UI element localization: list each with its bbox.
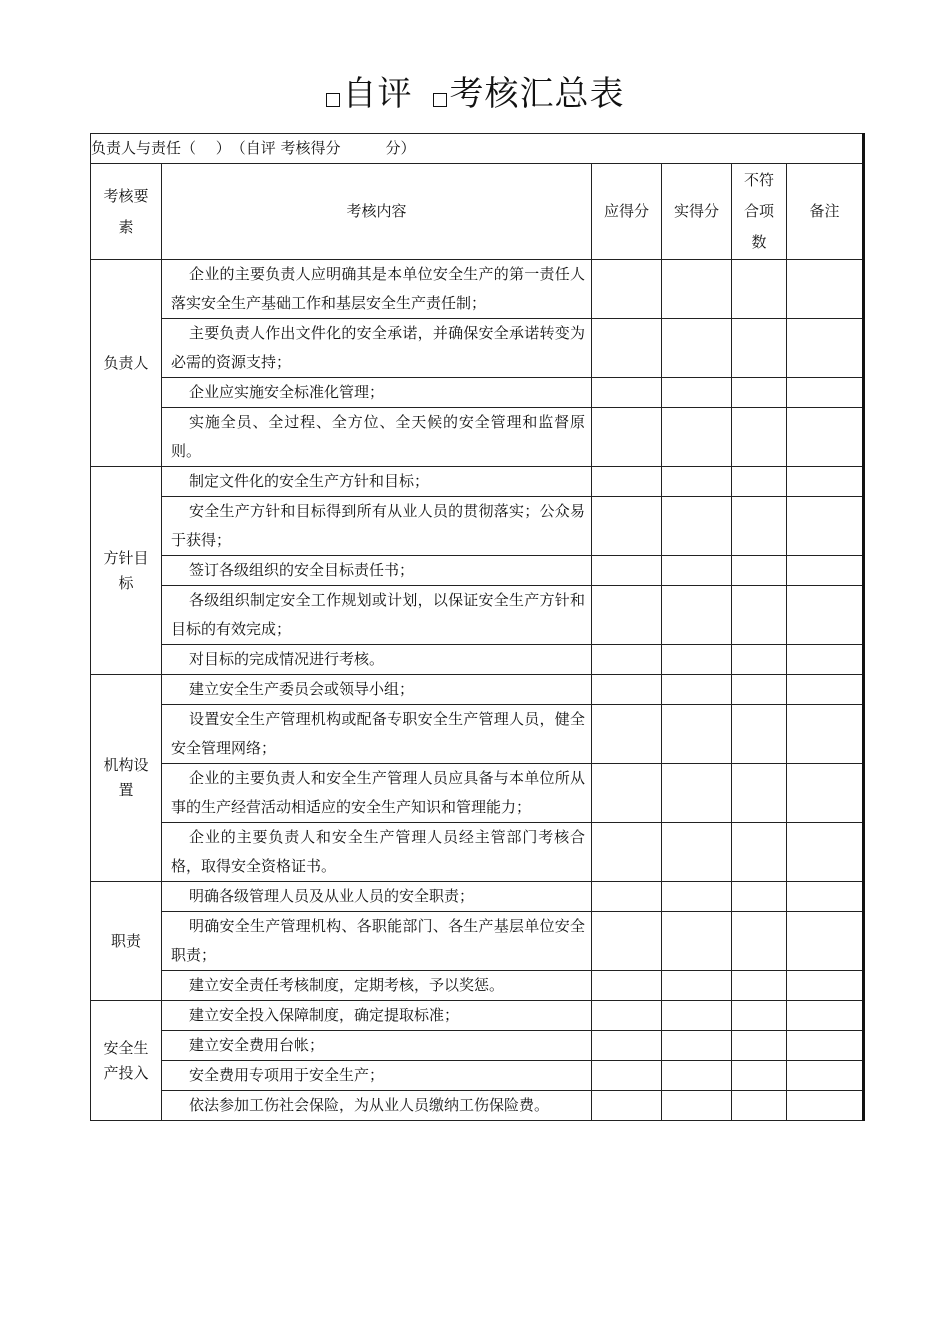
table-row — [91, 1001, 864, 1031]
table-row — [91, 1091, 864, 1121]
assessment-item-text: 对目标的完成情况进行考核。 — [189, 650, 385, 668]
due-score-cell[interactable] — [592, 912, 662, 971]
actual-score-cell[interactable] — [662, 467, 732, 497]
actual-score-cell[interactable] — [662, 1091, 732, 1121]
table-row — [91, 260, 864, 319]
table-row — [91, 319, 864, 378]
actual-score-cell[interactable] — [662, 882, 732, 912]
assessment-item — [162, 764, 592, 823]
remark-cell[interactable] — [787, 319, 864, 378]
table-row — [91, 408, 864, 467]
nonconform-cell[interactable] — [732, 1001, 787, 1031]
due-score-cell[interactable] — [592, 764, 662, 823]
actual-score-cell[interactable] — [662, 319, 732, 378]
self-eval-checkbox[interactable] — [326, 93, 340, 107]
nonconform-cell[interactable] — [732, 705, 787, 764]
actual-score-cell[interactable] — [662, 675, 732, 705]
table-row — [91, 645, 864, 675]
nonconform-cell[interactable] — [732, 260, 787, 319]
header-remark: 备注 — [787, 164, 864, 260]
remark-cell[interactable] — [787, 823, 864, 882]
table-row — [91, 912, 864, 971]
page-title — [0, 70, 950, 118]
table-row — [91, 705, 864, 764]
remark-cell[interactable] — [787, 1001, 864, 1031]
actual-score-cell[interactable] — [662, 497, 732, 556]
nonconform-cell[interactable] — [732, 319, 787, 378]
assessment-item-text: 建立安全费用台帐； — [189, 1036, 325, 1054]
assessment-item — [162, 260, 592, 319]
assessment-item-text: 企业的主要负责人应明确其是本单位安全生产的第一责任人 落实安全生产基础工作和基层安全生产责任制； — [171, 265, 585, 312]
nonconform-cell[interactable] — [732, 467, 787, 497]
nonconform-cell[interactable] — [732, 408, 787, 467]
assessment-summary-table — [90, 133, 865, 1121]
table-row — [91, 823, 864, 882]
nonconform-cell[interactable] — [732, 912, 787, 971]
nonconform-cell[interactable] — [732, 556, 787, 586]
remark-cell[interactable] — [787, 705, 864, 764]
due-score-cell[interactable] — [592, 823, 662, 882]
responsible-row — [91, 134, 864, 164]
title-main: 考核汇总表 — [449, 74, 625, 114]
actual-score-cell[interactable] — [662, 260, 732, 319]
header-nonconform: 不符合项数 — [732, 164, 787, 260]
due-score-cell[interactable] — [592, 1001, 662, 1031]
table-row — [91, 971, 864, 1001]
nonconform-cell[interactable] — [732, 1061, 787, 1091]
assessment-item — [162, 497, 592, 556]
nonconform-cell[interactable] — [732, 882, 787, 912]
due-score-cell[interactable] — [592, 586, 662, 645]
nonconform-cell[interactable] — [732, 764, 787, 823]
actual-score-cell[interactable] — [662, 556, 732, 586]
assessment-item-text: 企业的主要负责人和安全生产管理人员经主管部门考核合格，取得安全资格证书。 — [171, 828, 585, 875]
header-element: 考核要素 — [91, 164, 162, 260]
actual-score-cell[interactable] — [662, 645, 732, 675]
due-score-cell[interactable] — [592, 378, 662, 408]
actual-score-cell[interactable] — [662, 971, 732, 1001]
assessment-checkbox[interactable] — [433, 93, 447, 107]
table-row — [91, 586, 864, 645]
assessment-item — [162, 705, 592, 764]
assessment-item — [162, 1091, 592, 1121]
remark-cell[interactable] — [787, 882, 864, 912]
table-row — [91, 1061, 864, 1091]
assessment-item-text: 安全费用专项用于安全生产； — [189, 1066, 385, 1084]
assessment-item-text: 依法参加工伤社会保险，为从业人员缴纳工伤保险费。 — [189, 1096, 550, 1114]
assessment-item — [162, 882, 592, 912]
header-row — [91, 164, 864, 260]
header-due-score: 应得分 — [592, 164, 662, 260]
actual-score-cell[interactable] — [662, 912, 732, 971]
table-row — [91, 497, 864, 556]
remark-cell[interactable] — [787, 260, 864, 319]
actual-score-cell[interactable] — [662, 586, 732, 645]
due-score-cell[interactable] — [592, 675, 662, 705]
remark-cell[interactable] — [787, 586, 864, 645]
remark-cell[interactable] — [787, 1091, 864, 1121]
remark-cell[interactable] — [787, 497, 864, 556]
assessment-item — [162, 408, 592, 467]
table-row — [91, 378, 864, 408]
due-score-cell[interactable] — [592, 971, 662, 1001]
assessment-item — [162, 1031, 592, 1061]
assessment-item — [162, 645, 592, 675]
assessment-item-text: 建立安全责任考核制度，定期考核，予以奖惩。 — [189, 976, 505, 994]
due-score-cell[interactable] — [592, 705, 662, 764]
assessment-item-text: 各级组织制定安全工作规划或计划，以保证安全生产方针和目标的有效完成； — [171, 591, 585, 638]
assessment-item-text: 建立安全投入保障制度，确定提取标准； — [189, 1006, 460, 1024]
actual-score-cell[interactable] — [662, 1001, 732, 1031]
assessment-item-text: 设置安全生产管理机构或配备专职安全生产管理人员，健全安全管理网络； — [171, 710, 585, 757]
table-row — [91, 764, 864, 823]
nonconform-cell[interactable] — [732, 1031, 787, 1061]
assessment-item — [162, 912, 592, 971]
due-score-cell[interactable] — [592, 882, 662, 912]
assessment-item — [162, 556, 592, 586]
due-score-cell[interactable] — [592, 645, 662, 675]
remark-cell[interactable] — [787, 912, 864, 971]
table-row — [91, 467, 864, 497]
remark-cell[interactable] — [787, 1061, 864, 1091]
section-element: 职责 — [91, 882, 162, 1001]
nonconform-cell[interactable] — [732, 971, 787, 1001]
remark-cell[interactable] — [787, 556, 864, 586]
assessment-item — [162, 1001, 592, 1031]
nonconform-cell[interactable] — [732, 497, 787, 556]
assessment-item — [162, 586, 592, 645]
actual-score-cell[interactable] — [662, 823, 732, 882]
assessment-item-text: 企业的主要负责人和安全生产管理人员应具备与本单位所从事的生产经营活动相适应的安全生产知识和管理能力； — [171, 769, 585, 816]
assessment-item — [162, 823, 592, 882]
remark-cell[interactable] — [787, 764, 864, 823]
actual-score-cell[interactable] — [662, 378, 732, 408]
remark-cell[interactable] — [787, 378, 864, 408]
due-score-cell[interactable] — [592, 408, 662, 467]
actual-score-cell[interactable] — [662, 705, 732, 764]
section-element: 机构设置 — [91, 675, 162, 882]
due-score-cell[interactable] — [592, 1031, 662, 1061]
header-actual-score: 实得分 — [662, 164, 732, 260]
actual-score-cell[interactable] — [662, 1061, 732, 1091]
assessment-item-text: 主要负责人作出文件化的安全承诺，并确保安全承诺转变为必需的资源支持； — [171, 324, 585, 371]
actual-score-cell[interactable] — [662, 408, 732, 467]
due-score-cell[interactable] — [592, 467, 662, 497]
assessment-item-text: 明确安全生产管理机构、各职能部门、各生产基层单位安全职责； — [171, 917, 585, 964]
assessment-item-text: 建立安全生产委员会或领导小组； — [189, 680, 415, 698]
assessment-item — [162, 319, 592, 378]
remark-cell[interactable] — [787, 408, 864, 467]
nonconform-cell[interactable] — [732, 378, 787, 408]
due-score-cell[interactable] — [592, 1061, 662, 1091]
table-row — [91, 675, 864, 705]
assessment-item — [162, 971, 592, 1001]
assessment-item-text: 实施全员、全过程、全方位、全天候的安全管理和监督原则。 — [171, 413, 585, 460]
due-score-cell[interactable] — [592, 1091, 662, 1121]
actual-score-cell[interactable] — [662, 1031, 732, 1061]
assessment-item-text: 制定文件化的安全生产方针和目标； — [189, 472, 430, 490]
remark-cell[interactable] — [787, 675, 864, 705]
nonconform-cell[interactable] — [732, 1091, 787, 1121]
due-score-cell[interactable] — [592, 556, 662, 586]
header-content: 考核内容 — [162, 164, 592, 260]
nonconform-cell[interactable] — [732, 675, 787, 705]
assessment-item-text: 签订各级组织的安全目标责任书； — [189, 561, 415, 579]
remark-cell[interactable] — [787, 1031, 864, 1061]
due-score-cell[interactable] — [592, 260, 662, 319]
assessment-item — [162, 1061, 592, 1091]
assessment-item — [162, 378, 592, 408]
title-option-self-eval: 自评 — [342, 74, 413, 114]
section-element: 安全生产投入 — [91, 1001, 162, 1121]
remark-cell[interactable] — [787, 645, 864, 675]
responsible-line: 负责人与责任（ ） （自评 考核得分 分） — [91, 134, 864, 164]
actual-score-cell[interactable] — [662, 764, 732, 823]
nonconform-cell[interactable] — [732, 823, 787, 882]
remark-cell[interactable] — [787, 467, 864, 497]
due-score-cell[interactable] — [592, 497, 662, 556]
section-element: 负责人 — [91, 260, 162, 467]
table-row — [91, 556, 864, 586]
nonconform-cell[interactable] — [732, 586, 787, 645]
assessment-item — [162, 675, 592, 705]
assessment-item — [162, 467, 592, 497]
section-element: 方针目标 — [91, 467, 162, 675]
assessment-item-text: 明确各级管理人员及从业人员的安全职责； — [189, 887, 475, 905]
assessment-item-text: 安全生产方针和目标得到所有从业人员的贯彻落实；公众易于获得； — [171, 502, 585, 549]
remark-cell[interactable] — [787, 971, 864, 1001]
table-row — [91, 882, 864, 912]
table-row — [91, 1031, 864, 1061]
assessment-item-text: 企业应实施安全标准化管理； — [189, 383, 385, 401]
due-score-cell[interactable] — [592, 319, 662, 378]
nonconform-cell[interactable] — [732, 645, 787, 675]
